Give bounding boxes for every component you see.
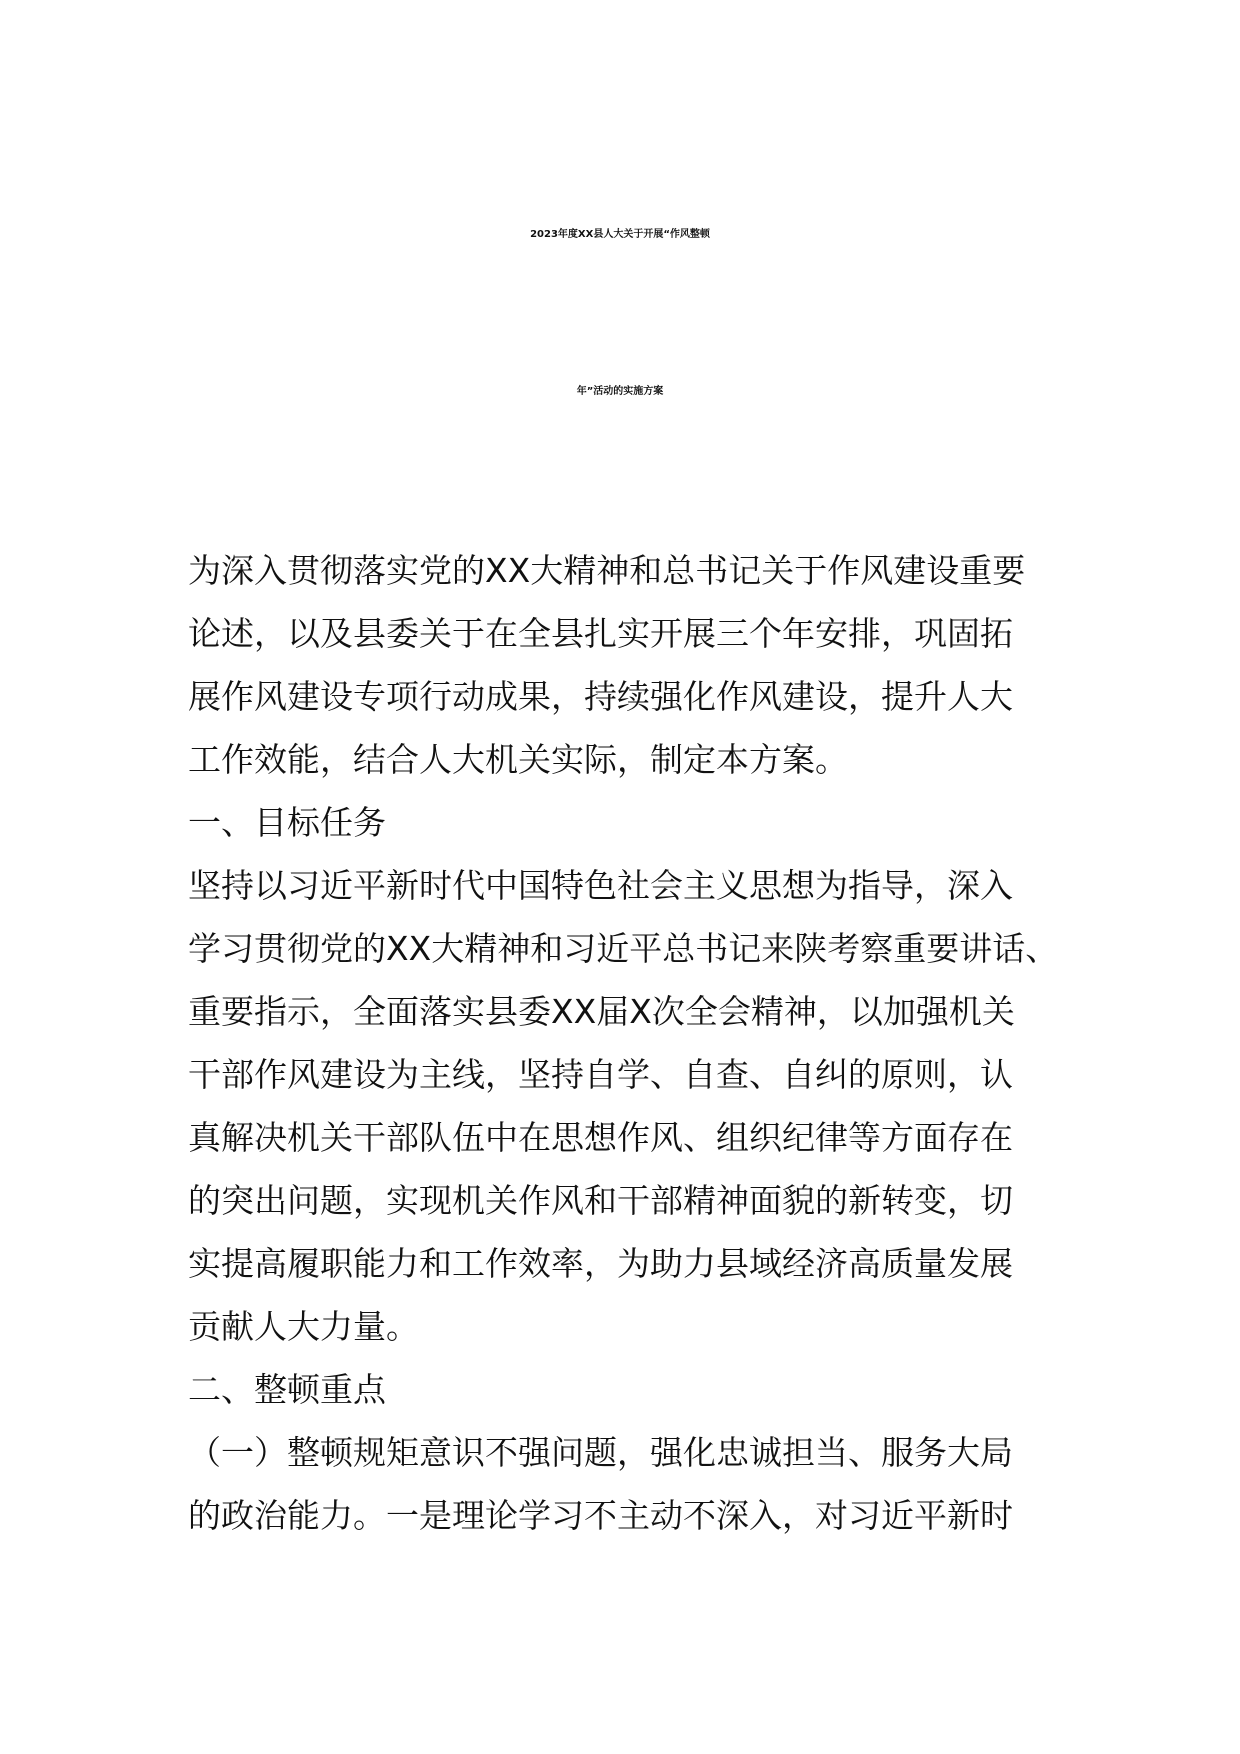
body-line: 论述，以及县委关于在全县扎实开展三个年安排，巩固拓 [188,614,1013,653]
body-line: 贡献人大力量。 [188,1307,419,1346]
document-title-line-2: 年”活动的实施方案 [576,386,664,397]
body-line: 实提高履职能力和工作效率，为助力县域经济高质量发展 [188,1244,1013,1283]
body-line: 的突出问题，实现机关作风和干部精神面貌的新转变，切 [188,1181,1013,1220]
body-line: 坚持以习近平新时代中国特色社会主义思想为指导，深入 [188,866,1013,905]
body-line: 学习贯彻党的XX大精神和习近平总书记来陕考察重要讲话、 [188,929,1059,968]
body-line: 重要指示，全面落实县委XX届X次全会精神，以加强机关 [188,992,1015,1031]
body-line: 展作风建设专项行动成果，持续强化作风建设，提升人大 [188,677,1013,716]
document-title-line-1: 2023年度XX县人大关于开展“作风整顿 [530,229,710,240]
section-heading: 二、整顿重点 [188,1370,386,1409]
body-line: 的政治能力。一是理论学习不主动不深入，对习近平新时 [188,1496,1013,1535]
body-line: 真解决机关干部队伍中在思想作风、组织纪律等方面存在 [188,1118,1013,1157]
body-line: 干部作风建设为主线，坚持自学、自查、自纠的原则，认 [188,1055,1013,1094]
section-heading: 一、目标任务 [188,803,386,842]
body-line: 工作效能，结合人大机关实际，制定本方案。 [188,740,848,779]
body-line: 为深入贯彻落实党的XX大精神和总书记关于作风建设重要 [188,551,1026,590]
body-line: （一）整顿规矩意识不强问题，强化忠诚担当、服务大局 [188,1433,1013,1472]
